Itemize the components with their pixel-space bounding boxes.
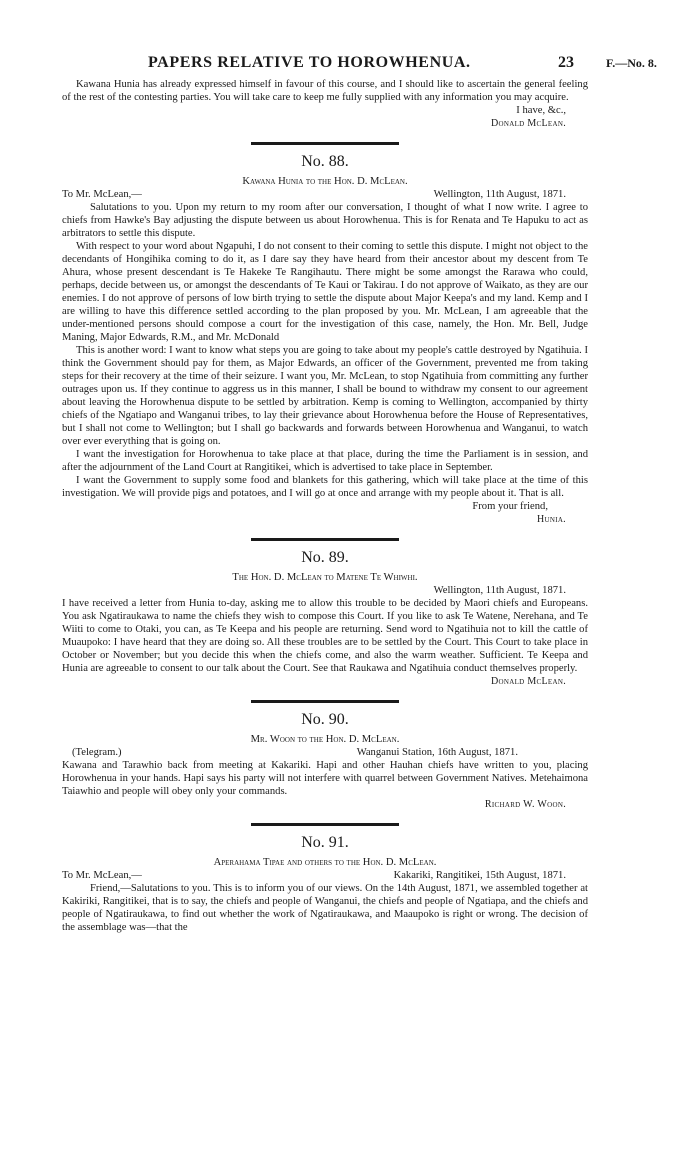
intro-closing: I have, &c., (516, 105, 566, 116)
section-divider (251, 823, 399, 826)
letter-91-subtitle: Aperahama Tipae and others to the Hon. D. McLean. (213, 857, 437, 868)
letter-91-address-line (62, 869, 588, 882)
letter-88-paragraph: I want the investigation for Horowhenua to take place at that place, during the time the Parliament is in session, and after the adjournment of the Land Court at Rangitikei, which is advertised to take place in September. (62, 449, 588, 473)
letter-90-header-line (62, 746, 588, 759)
letter-89-signature: Donald McLean. (491, 676, 566, 687)
letter-88-paragraph: This is another word: I want to know what steps you are going to take about my people's cattle destroyed by Ngatihuia. I think the Government should pay for them, as Major Edwards, an officer of the Government, prevented me from taking steps for their recovery at the time of their seizure. I want you, Mr. McLean, to stop Ngatihuia from committing any further outrages upon us. If they continue to aggress us in this manner, I shall be bound to withdraw my consent to our agreement about leaving the Horowhenua dispute to be settled by arbitration. Kemp is coming to Wellington, accompanied by thirty chiefs of the Ngatiapo and Wanganui tribes, to lay their grievance about Horowhenua before the House of Representatives, but I shall not come to Wellington; but I shall go backwards and forwards between Horowhenua and Wanganui, to watch over ever everything that is going on. (62, 345, 588, 447)
paper-reference: F.—No. 8. (606, 56, 657, 70)
page-body (62, 78, 588, 934)
letter-91-body: Friend,—Salutations to you. This is to inform you of our views. On the 14th August, 1871, we assembled together at Kakiriki, Rangitikei, that is to say, the chiefs and people of Wanganui, the chiefs and people of Ngatiapa, and the chiefs and people of Ngatiraukawa, to find out whether the work of Ngatiraukawa, and Maaupoko is right or wrong. The decision of the assemblage was—that the (62, 883, 588, 933)
letter-88-dateline: Wellington, 11th August, 1871. (433, 189, 566, 200)
letter-88-subtitle: Kawana Hunia to the Hon. D. McLean. (242, 176, 408, 187)
letter-88-paragraph: I want the Government to supply some food and blankets for this gathering, which will take place at the time of this investigation. We will provide pigs and potatoes, and I will go at once and arrange with my people about it. That is all. (62, 475, 588, 499)
letter-89-subtitle: The Hon. D. McLean to Matene Te Whiwhi. (232, 572, 418, 583)
letter-88-paragraph: Salutations to you. Upon my return to my room after our conversation, I thought of what I now write. I agree to chiefs from Hawke's Bay adjusting the dispute between us about Horowhenua. This is for Renata and Te Hapuku to act as arbitrators to settle this dispute. (62, 202, 588, 239)
letter-88-number: No. 88. (301, 153, 349, 170)
intro-signature: Donald McLean. (491, 118, 566, 129)
letter-90-signature: Richard W. Woon. (484, 799, 566, 810)
letter-91-salutation: To Mr. McLean,— (62, 870, 142, 881)
section-divider (251, 142, 399, 145)
letter-88-address-line (62, 188, 588, 201)
letter-90-subtitle: Mr. Woon to the Hon. D. McLean. (250, 734, 400, 745)
running-title: PAPERS RELATIVE TO HOROWHENUA. (148, 54, 471, 71)
letter-88-closing: From your friend, (472, 501, 548, 512)
letter-89-dateline: Wellington, 11th August, 1871. (433, 585, 566, 596)
letter-91-dateline: Kakariki, Rangitikei, 15th August, 1871. (393, 870, 566, 881)
letter-88-salutation: To Mr. McLean,— (62, 189, 142, 200)
letter-89-number: No. 89. (301, 549, 349, 566)
letter-89-body: I have received a letter from Hunia to-day, asking me to allow this trouble to be decided by Maori chiefs and Europeans. You ask Ngatiraukawa to name the chiefs they wish to compose this Court. If you like to ask Te Watene, Nerehana, and Te Wiiti to come to Otaki, you can, as Te Keepa and his people are returning. Send word to Ngatihuia not to kill the cattle of Muaupoko: I have heard that they are doing so. All these troubles are to be settled by the Court. This Court to take place in October or November; but you decide this when the chiefs come, and also the warm weather. Sufficient. Te Keepa and Hunia are agreeable to consent to our talk about the Court. See that Raukawa and Ngatihuia conduct themselves properly. (62, 598, 588, 674)
letter-90-dateline: Wanganui Station, 16th August, 1871. (356, 747, 518, 758)
intro-paragraph: Kawana Hunia has already expressed himself in favour of this course, and I should like to ascertain the general feeling of the rest of the contesting parties. You will take care to keep me fully supplied with any information you may acquire. (62, 79, 588, 103)
letter-90-number: No. 90. (301, 711, 349, 728)
page-number: 23 (558, 54, 574, 71)
letter-91-number: No. 91. (301, 834, 349, 851)
section-divider (251, 700, 399, 703)
letter-88-paragraph: With respect to your word about Ngapuhi, I do not consent to their coming to settle this dispute. I might not object to the decendants of Hongihika coming to do it, as I dare say they have heard from their ancestor about my descent from Te Ahura, whose present descendant is Te Hakeke Te Rangihautu. There might be some amongst the Rarawa who could, perhaps, decide between us, or amongst the descendants of Te Kaui or Takirau. I do not approve of Waikato, as they are our enemies. I do not approve of persons of low birth trying to settle the dispute about Major Keepa's and my land. Kemp and I are willing to have this difference settled according to the plan proposed by you. Mr. McLean, I am agreeable that the under-mentioned persons should compose a court for the investigation of this case, namely, the Hon. Mr. Bell, Judge Maning, Major Edwards, R.M., and Mr. McDonald (62, 241, 588, 343)
letter-90-telegram-label: (Telegram.) (72, 747, 122, 758)
letter-88-signature: Hunia. (536, 514, 566, 525)
letter-90-body: Kawana and Tarawhio back from meeting at Kakariki. Hapi and other Hauhan chiefs have written to you, placing Horowhenua in your hands. Hapi says his party will not interfere with quarrel between Government Natives. Metehaimona Taiawhio and people will obey only your commands. (62, 760, 588, 797)
section-divider (251, 538, 399, 541)
page-header (0, 54, 700, 74)
